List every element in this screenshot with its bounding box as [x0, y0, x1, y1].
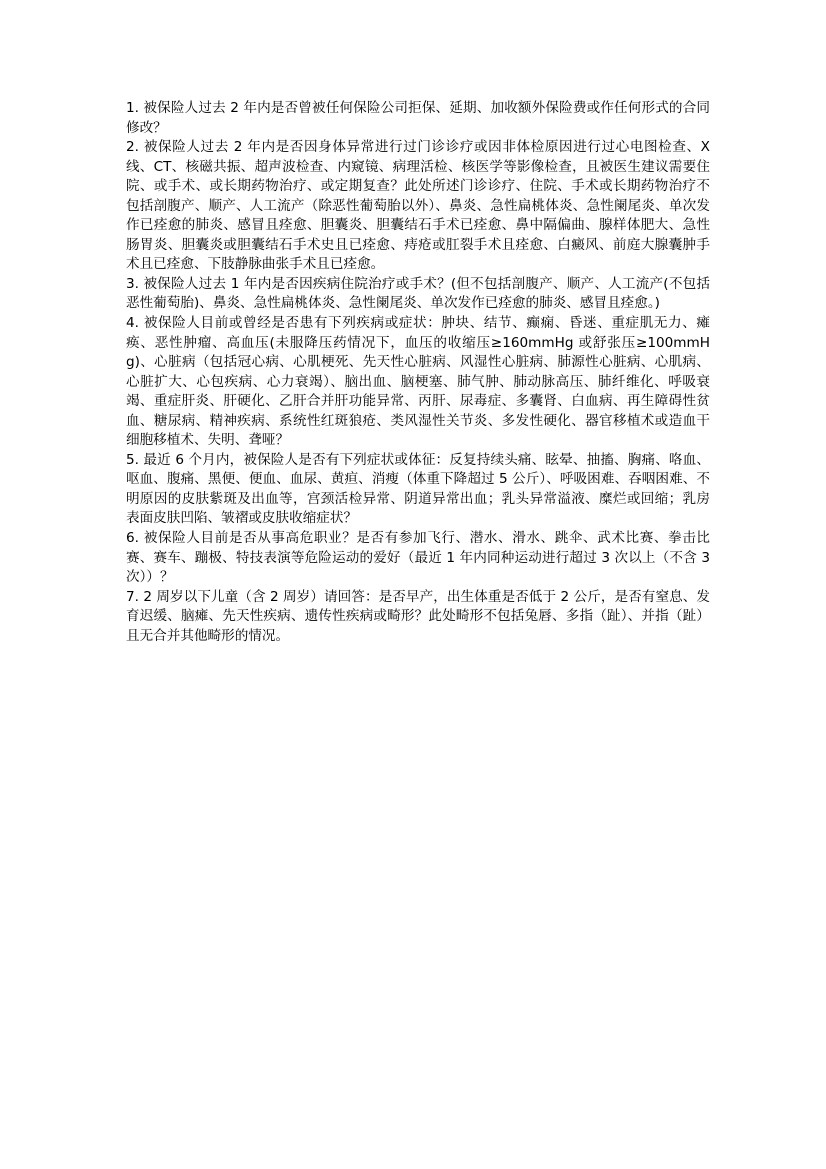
question-6: 6. 被保险人目前是否从事高危职业？是否有参加飞行、潜水、滑水、跳伞、武术比赛、拳击比赛、赛车、蹦极、特技表演等危险运动的爱好（最近 1 年内同种运动进行超过 3 次以上（不含 3 次））？ — [126, 530, 710, 586]
question-4: 4. 被保险人目前或曾经是否患有下列疾病或症状：肿块、结节、癫痫、昏迷、重症肌无力、瘫痪、恶性肿瘤、高血压(未服降压药情况下，血压的收缩压≥160mmHg 或舒张压≥100mmHg)、心脏病（包括冠心病、心肌梗死、先天性心脏病、风湿性心脏病、肺源性心脏病、心肌病、心脏扩大、心包疾病、心力衰竭）、脑出血、脑梗塞、肺气肿、肺动脉高压、肺纤维化、呼吸衰竭、重症肝炎、肝硬化、乙肝合并肝功能异常、丙肝、尿毒症、多囊肾、白血病、再生障碍性贫血、糖尿病、精神疾病、系统性红斑狼疮、类风湿性关节炎、多发性硬化、器官移植术或造血干细胞移植术、失明、聋哑？ — [126, 315, 710, 449]
question-7: 7. 2 周岁以下儿童（含 2 周岁）请回答：是否早产，出生体重是否低于 2 公斤，是否有窒息、发育迟缓、脑瘫、先天性疾病、遗传性疾病或畸形？此处畸形不包括兔唇、多指（趾）、并指（趾）且无合并其他畸形的情况。 — [126, 588, 710, 644]
question-5: 5. 最近 6 个月内，被保险人是否有下列症状或体征：反复持续头痛、眩晕、抽搐、胸痛、咯血、呕血、腹痛、黑便、便血、血尿、黄疸、消瘦（体重下降超过 5 公斤）、呼吸困难、吞咽困难、不明原因的皮肤紫斑及出血等，宫颈活检异常、阴道异常出血；乳头异常溢液、糜烂或回缩；乳房表面皮肤凹陷、皱褶或皮肤收缩症状？ — [126, 451, 710, 527]
question-1: 1. 被保险人过去 2 年内是否曾被任何保险公司拒保、延期、加收额外保险费或作任何形式的合同修改？ — [126, 100, 710, 136]
question-3: 3. 被保险人过去 1 年内是否因疾病住院治疗或手术？(但不包括剖腹产、顺产、人工流产(不包括恶性葡萄胎)、鼻炎、急性扁桃体炎、急性阑尾炎、单次发作已痊愈的肺炎、感冒且痊愈。) — [126, 275, 710, 312]
health-questionnaire — [126, 99, 710, 646]
question-2: 2. 被保险人过去 2 年内是否因身体异常进行过门诊诊疗或因非体检原因进行过心电图检查、X 线、CT、核磁共振、超声波检查、内窥镜、病理活检、核医学等影像检查，且被医生建议需要住院、或手术、或长期药物治疗、或定期复查？此处所述门诊诊疗、住院、手术或长期药物治疗不包括剖腹产、顺产、人工流产（除恶性葡萄胎以外）、鼻炎、急性扁桃体炎、急性阑尾炎、单次发作已痊愈的肺炎、感冒且痊愈、胆囊炎、胆囊结石手术已痊愈、鼻中隔偏曲、腺样体肥大、急性肠胃炎、胆囊炎或胆囊结石手术史且已痊愈、痔疮或肛裂手术且痊愈、白癜风、前庭大腺囊肿手术且已痊愈、下肢静脉曲张手术且已痊愈。 — [126, 139, 710, 273]
